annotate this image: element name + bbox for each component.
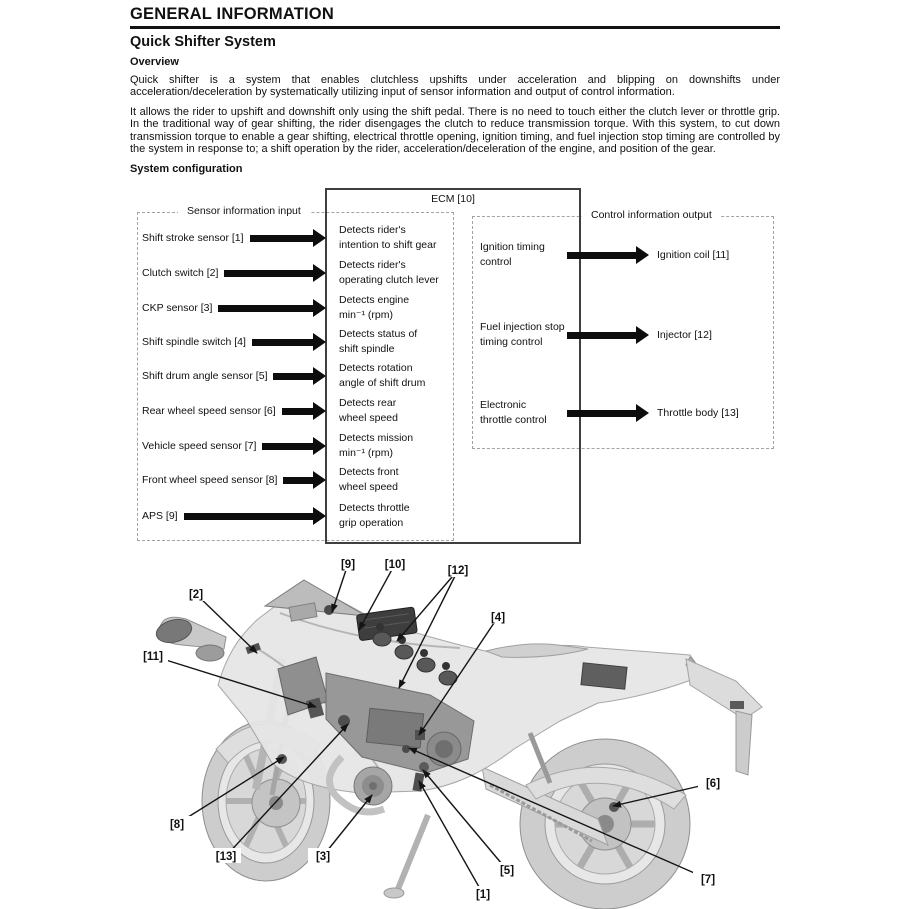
sensor-input-label: Clutch switch [2] <box>142 267 219 280</box>
flow-arrow <box>567 404 649 422</box>
arrow-shaft <box>567 332 636 339</box>
control-output-group-title: Control information output <box>582 208 721 222</box>
kickstand <box>398 815 428 889</box>
motorcycle-art <box>154 580 762 909</box>
arrowhead-icon <box>313 367 326 385</box>
callout-label: [3] <box>315 851 331 864</box>
callout-label: [8] <box>169 819 185 832</box>
sensor-input-label: Shift spindle switch [4] <box>142 336 246 349</box>
detects-line-1: Detects rotation <box>339 362 413 375</box>
callout-label: [10] <box>384 559 406 572</box>
detects-line-1: Detects mission <box>339 432 414 445</box>
arrowhead-icon <box>636 404 649 422</box>
sensor-input-row <box>142 507 326 525</box>
detects-line-2: angle of shift drum <box>339 376 426 389</box>
detects-line-2: wheel speed <box>339 480 398 493</box>
ecm-detects-text <box>339 396 491 425</box>
flow-arrow <box>184 507 326 525</box>
detects-line-2: min⁻¹ (rpm) <box>339 308 393 321</box>
arrowhead-icon <box>313 264 326 282</box>
arrowhead-icon <box>313 471 326 489</box>
control-line-2: timing control <box>480 335 543 348</box>
output-target-label: Injector [12] <box>657 329 712 342</box>
control-line-1: Electronic <box>480 399 527 412</box>
arrow-shaft <box>250 235 313 242</box>
ecm-detects-text <box>339 431 491 460</box>
system-configuration-diagram <box>130 185 780 551</box>
sensor-input-row <box>142 437 326 455</box>
flow-arrow <box>567 246 649 264</box>
callout-label: [11] <box>143 651 163 664</box>
manual-page <box>130 6 780 909</box>
detects-line-2: wheel speed <box>339 411 398 424</box>
ecm-label: ECM [10] <box>431 193 475 206</box>
subframe-bracket <box>686 659 762 719</box>
sensor-input-label: Vehicle speed sensor [7] <box>142 440 257 453</box>
control-line-2: control <box>480 255 512 268</box>
callout-label: [9] <box>340 559 356 572</box>
ecm-detects-text <box>339 361 491 390</box>
overview-heading: Overview <box>130 56 179 68</box>
detects-line-1: Detects status of <box>339 328 418 341</box>
arrowhead-icon <box>636 246 649 264</box>
detects-line-1: Detects rider's <box>339 224 406 237</box>
ecm-detects-text <box>339 223 491 252</box>
detects-line-1: Detects front <box>339 466 399 479</box>
ecm-detects-text <box>339 501 491 530</box>
sensor-input-label: Rear wheel speed sensor [6] <box>142 405 276 418</box>
arrow-shaft <box>184 513 313 520</box>
system-configuration-heading: System configuration <box>130 163 243 176</box>
overview-paragraph-1: Quick shifter is a system that enables clutchless upshifts under acceleration and blipping on downshifts under acceleration/deceleration by systematically utilizing input of sensor information and output of control information. <box>130 74 780 99</box>
cylinder-block <box>366 709 423 748</box>
arrowhead-icon <box>313 229 326 247</box>
flow-arrow <box>282 402 326 420</box>
arrowhead-icon <box>313 507 326 525</box>
ecm-detects-text <box>339 465 491 494</box>
control-line-2: throttle control <box>480 413 547 426</box>
tail-component <box>581 663 627 689</box>
detects-line-2: intention to shift gear <box>339 238 437 251</box>
vehicle-speed-sensor <box>402 745 410 753</box>
sensor-input-row <box>142 299 326 317</box>
sensor-input-row <box>142 229 326 247</box>
sensor-input-row <box>142 402 326 420</box>
arrowhead-icon <box>313 299 326 317</box>
arrow-shaft <box>567 410 636 417</box>
control-line-1: Fuel injection stop <box>480 321 565 334</box>
ckp-sensor <box>369 782 377 790</box>
footpeg <box>730 701 744 709</box>
ecm-detects-text <box>339 258 491 287</box>
flow-arrow <box>252 333 326 351</box>
ecm-control-text <box>480 398 572 427</box>
section-title-rule <box>130 26 780 29</box>
arrowhead-icon <box>313 333 326 351</box>
overview-paragraph-2: It allows the rider to upshift and downshift only using the shift pedal. There is no need to touch either the clutch lever or throttle grip. In the traditional way of gear shifting, the rider disengages the clutch to reduce transmission torque. With this system, to cut down transmission torque to enable a gear shifting, electrical throttle opening, ignition timing, and fuel injection stop timing are controlled by the system in response to; a shift operation by the rider, acceleration/deceleration of the engine, and position of the gear. <box>130 105 780 156</box>
detects-line-2: grip operation <box>339 516 404 529</box>
callout-label: [1] <box>475 889 491 902</box>
control-line-1: Ignition timing <box>480 241 545 254</box>
callout-label: [2] <box>188 589 204 602</box>
ecm-control-text <box>480 320 572 349</box>
arrow-shaft <box>218 305 313 312</box>
passenger-peg-arm <box>736 711 752 775</box>
detects-line-1: Detects throttle <box>339 502 410 515</box>
arrow-shaft <box>273 373 313 380</box>
clutch-cover-inner <box>435 740 453 758</box>
callout-label: [5] <box>499 865 515 878</box>
flow-arrow <box>283 471 326 489</box>
sensor-input-label: Shift stroke sensor [1] <box>142 232 244 245</box>
output-target-label: Throttle body [13] <box>657 407 739 420</box>
callout-leader-line <box>419 781 483 894</box>
throttle-body-target <box>338 715 350 727</box>
callout-label: [6] <box>705 778 721 791</box>
arrow-shaft <box>282 408 313 415</box>
callout-label: [12] <box>447 565 469 578</box>
arrow-shaft <box>252 339 313 346</box>
flow-arrow <box>218 299 326 317</box>
arrow-shaft <box>567 252 636 259</box>
flow-arrow <box>262 437 326 455</box>
flow-arrow <box>250 229 326 247</box>
arrowhead-icon <box>313 402 326 420</box>
detects-line-2: shift spindle <box>339 342 395 355</box>
rear-wheel <box>520 739 690 909</box>
page-title: Quick Shifter System <box>130 34 276 50</box>
mirror-right <box>196 645 224 661</box>
output-target-label: Ignition coil [11] <box>657 249 730 262</box>
arrow-shaft <box>224 270 313 277</box>
detects-line-1: Detects rider's <box>339 259 406 272</box>
sensor-input-row <box>142 471 326 489</box>
sensor-input-label: APS [9] <box>142 510 178 523</box>
arrow-shaft <box>262 443 313 450</box>
detects-line-2: operating clutch lever <box>339 273 439 286</box>
motorcycle-illustration <box>130 553 790 909</box>
arrowhead-icon <box>313 437 326 455</box>
callout-label: [4] <box>490 612 506 625</box>
motorcycle-figure <box>130 553 790 909</box>
flow-arrow <box>224 264 326 282</box>
sensor-input-label: Front wheel speed sensor [8] <box>142 474 278 487</box>
ecm-control-text <box>480 240 572 269</box>
ecm-detects-text <box>339 327 491 356</box>
section-title: GENERAL INFORMATION <box>130 5 334 23</box>
detects-line-1: Detects rear <box>339 397 397 410</box>
flow-arrow <box>567 326 649 344</box>
ecm-detects-text <box>339 293 491 322</box>
arrowhead-icon <box>636 326 649 344</box>
sensor-input-group-title: Sensor information input <box>178 204 310 218</box>
flow-arrow <box>273 367 326 385</box>
sensor-input-label: CKP sensor [3] <box>142 302 213 315</box>
rear-wheel-speed-sensor <box>609 802 619 812</box>
callout-label: [13] <box>215 851 237 864</box>
arrow-shaft <box>283 477 313 484</box>
sensor-input-row <box>142 333 326 351</box>
shift-spindle-switch <box>415 730 425 740</box>
sensor-input-row <box>142 367 326 385</box>
callout-label: [7] <box>700 874 716 887</box>
sensor-input-row <box>142 264 326 282</box>
detects-line-1: Detects engine <box>339 294 410 307</box>
kickstand-foot <box>384 888 404 898</box>
sensor-input-label: Shift drum angle sensor [5] <box>142 370 268 383</box>
detects-line-2: min⁻¹ (rpm) <box>339 446 393 459</box>
